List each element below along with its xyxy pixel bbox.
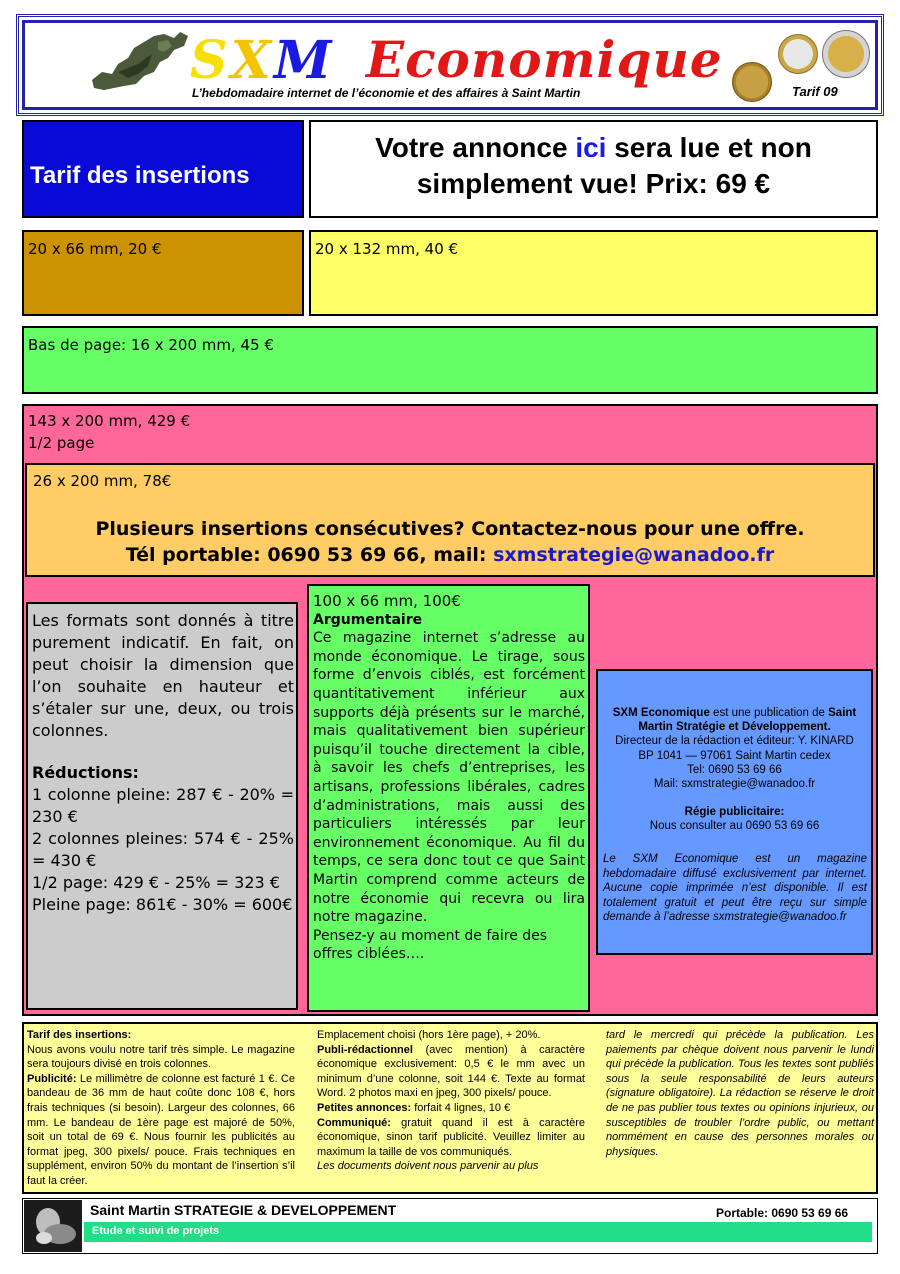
bas-de-page-label: Bas de page: 16 x 200 mm, 45 € <box>28 336 274 354</box>
logo-sxm <box>190 30 334 91</box>
votre-annonce-text <box>311 130 876 202</box>
contact-email-link[interactable]: sxmstrategie@wanadoo.fr <box>493 544 775 566</box>
half-page-label: 143 x 200 mm, 429 € <box>28 412 191 430</box>
footer-subtitle: Etude et suivi de projets <box>92 1225 220 1237</box>
publication-note: Le SXM Economique est un magazine hebdomadaire diffusé exclusivement par internet. Aucune copie imprimée n’est disponible. Il est totalement gratuit et peut être reçu sur simple demande à l’adresse sxmstrategie@wanadoo.fr <box>603 853 867 923</box>
tarif-code: Tarif 09 <box>792 84 838 99</box>
formats-intro: Les formats sont donnés à titre purement indicatif. En fait, on peut choisir la dimension que l’on souhaite en hauteur et s’étaler sur une, deux, ou trois colonnes. <box>32 611 294 740</box>
conditions-col-1 <box>27 1028 295 1189</box>
format-26x200-label: 26 x 200 mm, 78€ <box>33 472 172 490</box>
reduction-item: 1/2 page: 429 € - 25% = 323 € <box>32 873 280 892</box>
publi-text: (avec mention) à caractère économique exclusivement: 0,5 € le mm avec un minimum d’une colonne, soit 144 €. Texte au format Word. 2 photos maxi en jpeg, 300 pixels/ pouce. <box>317 1043 585 1100</box>
argumentaire-end: Pensez-y au moment de faire des offres ciblées…. <box>313 927 548 963</box>
contact-line <box>25 544 875 566</box>
emplacement-text: Emplacement choisi (hors 1ère page), + 20%. <box>317 1029 541 1041</box>
format-20x66-box <box>22 230 304 316</box>
island-map-image <box>88 28 196 92</box>
votre-text-2: sera lue et non <box>606 132 812 163</box>
logo-x: X <box>230 30 274 91</box>
footer-phone: Portable: 0690 53 69 66 <box>716 1206 849 1220</box>
logo-economique: Economique <box>366 30 723 89</box>
format-20x132-label: 20 x 132 mm, 40 € <box>315 240 459 258</box>
votre-text-1: Votre annonce <box>375 132 576 163</box>
reductions-title: Réductions: <box>32 763 139 782</box>
coin-2-euro-icon <box>822 30 870 78</box>
offer-line: Plusieurs insertions consécutives? Contactez-nous pour une offre. <box>95 518 805 540</box>
petites-annonces-label: Petites annonces: <box>317 1101 412 1114</box>
footer-title: Saint Martin STRATEGIE & DEVELOPPEMENT <box>90 1202 397 1218</box>
votre-annonce-box <box>309 120 878 218</box>
footer-photo-image <box>24 1200 82 1252</box>
logo-s: S <box>190 30 231 91</box>
publication-name: SXM Economique <box>612 707 710 719</box>
votre-text-3: simplement vue! Prix: 69 € <box>416 168 771 199</box>
reduction-item: 1 colonne pleine: 287 € - 20% = 230 € <box>32 785 294 826</box>
reduction-item: Pleine page: 861€ - 30% = 600€ <box>32 895 293 914</box>
coin-dollar-icon <box>732 62 772 102</box>
conditions-intro: Nous avons voulu notre tarif très simple. Le magazine sera toujours divisé en trois colonnes. <box>27 1043 295 1071</box>
conditions-title: Tarif des insertions: <box>27 1029 132 1041</box>
communique-label: Communiqué: <box>317 1116 391 1129</box>
publication-text: est une publication de <box>709 707 829 719</box>
format-20x66-label: 20 x 66 mm, 20 € <box>28 240 162 258</box>
tagline: L’hebdomadaire internet de l’économie et des affaires à Saint Martin <box>192 86 581 100</box>
argumentaire-title: Argumentaire <box>313 611 423 628</box>
communique-text: gratuit quand il est à caractère économique, sinon tarif publicité. Veuillez limiter au maximum la taille de vos communiqués. <box>317 1116 585 1158</box>
address-line: BP 1041 — 97061 Saint Martin cedex <box>638 749 831 762</box>
tarif-title-box <box>22 120 304 218</box>
contact-phone: Tél portable: 0690 53 69 66, mail: <box>125 544 494 566</box>
conditions-legal-text: tard le mercredi qui précède la publication. Les paiements par chèque doivent nous parvenir le lundi qui précède la publication. Tous les textes sont publiés sous la seule responsabilité de leurs auteurs (signature obligatoire). La rédaction se réserve le droit de ne pas publier tous textes ou opinions injurieux, ou susceptibles de troubler l’ordre public, ou mettant nommément en cause des personnes morales ou physiques. <box>606 1029 874 1158</box>
argumentaire-body: Ce magazine internet s’adresse au monde économique. Le tirage, sous forme d’envois ciblés, est forcément quantitativement inférieur aux supports déjà présents sur le marché, mais qualitativement bien supérieur puisqu’il touche directement la cible, à savoir les chefs d’entreprises, les artisans, professions libérales, cadres d’administrations, mais aussi des particuliers intéressés par leur environnement économique. Au fil du temps, ce sera donc tout ce que Saint Martin comprend comme acteurs de notre économie qui recevra ou lira notre magazine. <box>313 630 585 926</box>
petites-annonces-text: forfait 4 lignes, 10 € <box>411 1101 511 1114</box>
tarif-title: Tarif des insertions <box>30 162 250 189</box>
conditions-col-2 <box>317 1028 585 1174</box>
publisher-name: Saint Martin Stratégie et Développement. <box>638 707 857 734</box>
publication-info-text <box>600 706 869 834</box>
format-20x132-box <box>309 230 878 316</box>
tel-line: Tel: 0690 53 69 66 <box>687 763 782 776</box>
format-100x66-label: 100 x 66 mm, 100€ <box>313 592 461 610</box>
half-page-sublabel: 1/2 page <box>28 434 95 452</box>
mail-line: Mail: sxmstrategie@wanadoo.fr <box>653 778 816 791</box>
formats-info-text <box>32 610 294 916</box>
publicite-text: Le millimètre de colonne est facturé 1 €. Ce bandeau de 36 mm de haut coûte donc 108 €, hors frais techniques (si besoin). Largeur des colonnes, 66 mm. Le bandeau de 1ère page est majoré de 50%, soit un total de 69 €. Nous fournir les publicités au format jpeg, 300 pixels/ pouce. Frais techniques en supplément, environ 50% du montant de l’insertion s’il faut la créer. <box>27 1072 295 1187</box>
bas-de-page-box <box>22 326 878 394</box>
regie-text: Nous consulter au 0690 53 69 66 <box>649 820 820 833</box>
publicite-label: Publicité: <box>27 1072 77 1085</box>
coin-1-euro-icon <box>778 34 818 74</box>
regie-title: Régie publicitaire: <box>684 806 785 819</box>
argumentaire-text <box>313 592 585 964</box>
documents-text: Les documents doivent nous parvenir au plus <box>317 1160 539 1173</box>
conditions-col-3 <box>606 1028 874 1159</box>
publi-label: Publi-rédactionnel <box>317 1043 413 1056</box>
reduction-item: 2 colonnes pleines: 574 € - 25% = 430 € <box>32 829 294 870</box>
director-line: Directeur de la rédaction et éditeur: Y. KINARD <box>615 735 854 748</box>
votre-ici: ici <box>575 132 607 163</box>
logo-m: M <box>273 30 335 91</box>
